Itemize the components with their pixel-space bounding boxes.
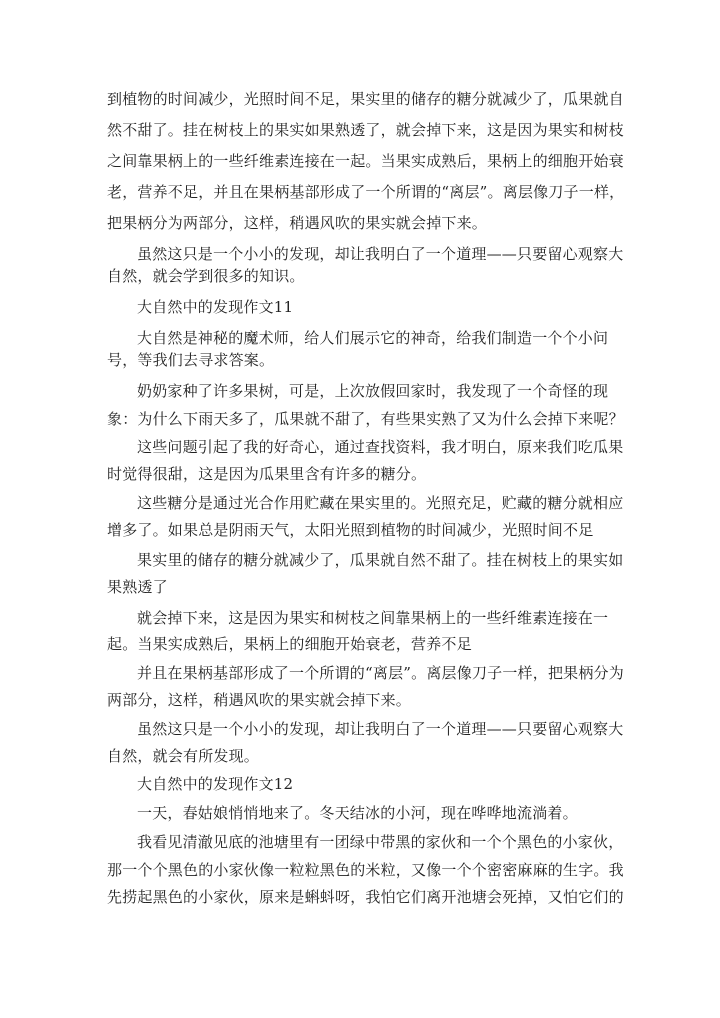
text-line: 果熟透了 <box>107 578 168 596</box>
text-line: 把果柄分为两部分，这样，稍遇风吹的果实就会掉下来。 <box>107 214 488 232</box>
text-line: 一天，春姑娘悄悄地来了。冬天结冰的小河，现在哗哗地流淌着。 <box>137 804 578 822</box>
text-line: 这些问题引起了我的好奇心，通过查找资料，我才明白，原来我们吃瓜果 <box>137 438 624 456</box>
text-line: 虽然这只是一个小小的发现，却让我明白了一个道理——只要留心观察大 <box>137 720 624 738</box>
section-heading: 大自然中的发现作文12 <box>137 775 294 793</box>
text-line: 然不甜了。挂在树枝上的果实如果熟透了，就会掉下来，这是因为果实和树枝 <box>107 121 624 139</box>
text-line: 奶奶家种了许多果树，可是，上次放假回家时，我发现了一个奇怪的现 <box>137 382 609 400</box>
text-line: 起。当果实成熟后，果柄上的细胞开始衰老，营养不足 <box>107 635 472 653</box>
text-line: 这些糖分是通过光合作用贮藏在果实里的。光照充足，贮藏的糖分就相应 <box>137 494 624 512</box>
text-line: 并且在果柄基部形成了一个所谓的“离层”。离层像刀子一样，把果柄分为 <box>137 664 624 682</box>
text-line: 之间靠果柄上的一些纤维素连接在一起。当果实成熟后，果柄上的细胞开始衰 <box>107 152 624 170</box>
text-line: 就会掉下来，这是因为果实和树枝之间靠果柄上的一些纤维素连接在一 <box>137 609 609 627</box>
text-line: 自然，就会学到很多的知识。 <box>107 267 305 285</box>
text-line: 自然，就会有所发现。 <box>107 747 260 765</box>
text-line: 我看见清澈见底的池塘里有一团绿中带黑的家伙和一个个黑色的小家伙， <box>137 833 624 851</box>
section-heading: 大自然中的发现作文11 <box>137 298 294 316</box>
text-line: 象：为什么下雨天多了，瓜果就不甜了，有些果实熟了又为什么会掉下来呢？ <box>107 410 624 428</box>
text-line: 两部分，这样，稍遇风吹的果实就会掉下来。 <box>107 691 412 709</box>
text-line: 老，营养不足，并且在果柄基部形成了一个所谓的“离层”。离层像刀子一样， <box>107 183 625 201</box>
text-line: 时觉得很甜，这是因为瓜果里含有许多的糖分。 <box>107 465 427 483</box>
text-line: 虽然这只是一个小小的发现，却让我明白了一个道理——只要留心观察大 <box>137 245 624 263</box>
text-line: 那一个个黑色的小家伙像一粒粒黑色的米粒，又像一个个密密麻麻的生字。我 <box>107 861 624 879</box>
text-line: 增多了。如果总是阴雨天气，太阳光照到植物的时间减少，光照时间不足 <box>107 521 594 539</box>
text-line: 大自然是神秘的魔术师，给人们展示它的神奇，给我们制造一个个小问 <box>137 329 609 347</box>
text-line: 先捞起黑色的小家伙，原来是蝌蚪呀，我怕它们离开池塘会死掉，又怕它们的 <box>107 888 624 906</box>
text-line: 到植物的时间减少，光照时间不足，果实里的储存的糖分就减少了，瓜果就自 <box>107 90 624 108</box>
text-line: 果实里的储存的糖分就减少了，瓜果就自然不甜了。挂在树枝上的果实如 <box>137 551 624 569</box>
text-line: 号，等我们去寻求答案。 <box>107 351 275 369</box>
